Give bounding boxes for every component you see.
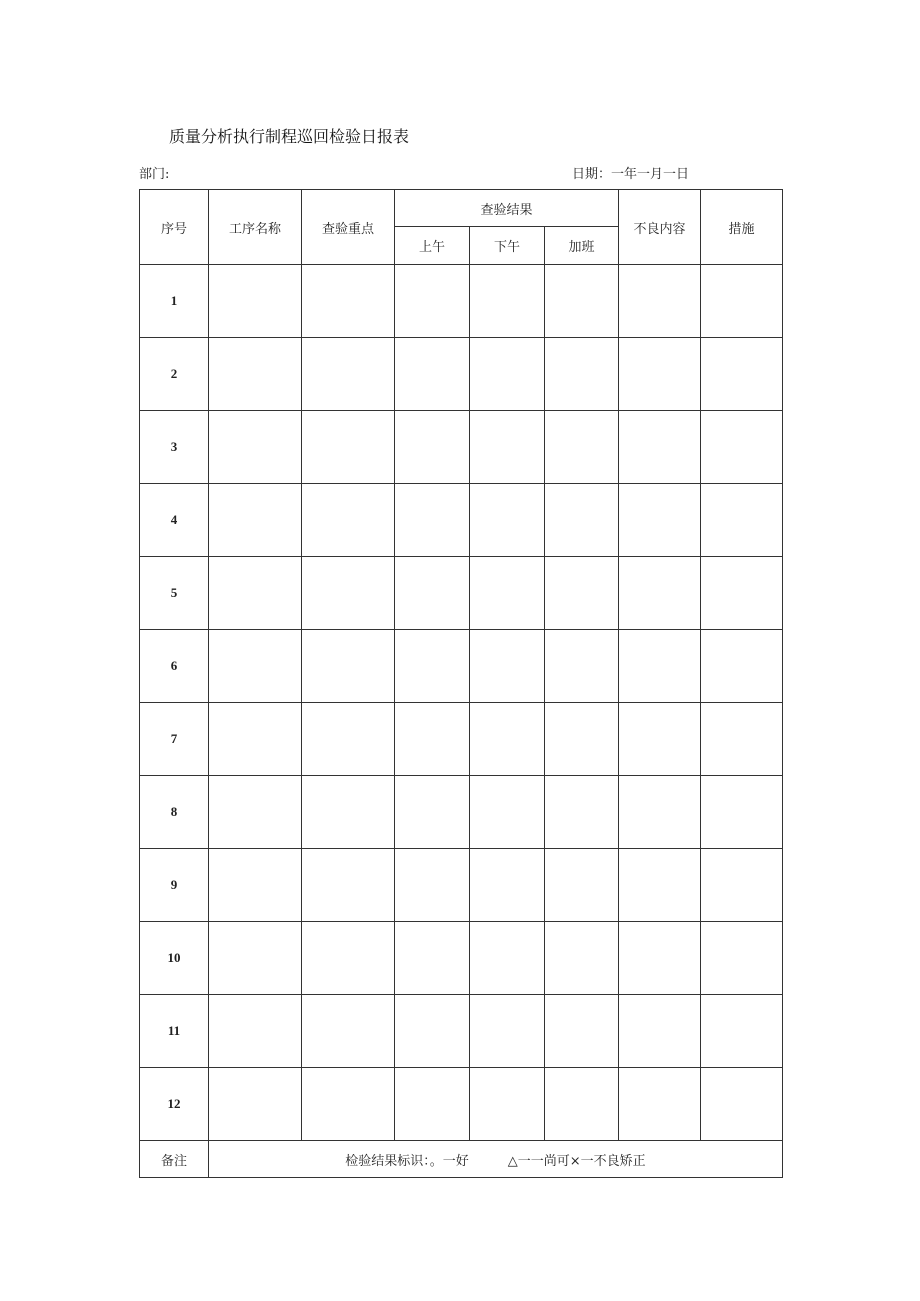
row-number: 10	[140, 922, 209, 995]
morning-result-cell[interactable]	[395, 703, 470, 776]
overtime-result-cell[interactable]	[545, 265, 619, 338]
process-name-cell[interactable]	[209, 411, 302, 484]
inspection-focus-cell[interactable]	[302, 630, 395, 703]
overtime-result-cell[interactable]	[545, 411, 619, 484]
afternoon-result-cell[interactable]	[470, 922, 545, 995]
table-row	[140, 411, 783, 484]
morning-result-cell[interactable]	[395, 776, 470, 849]
notes-label: 备注	[140, 1141, 209, 1178]
process-name-cell[interactable]	[209, 338, 302, 411]
defect-content-cell[interactable]	[619, 995, 701, 1068]
overtime-result-cell[interactable]	[545, 776, 619, 849]
overtime-result-cell[interactable]	[545, 849, 619, 922]
defect-content-cell[interactable]	[619, 265, 701, 338]
inspection-focus-cell[interactable]	[302, 776, 395, 849]
measures-cell[interactable]	[701, 557, 783, 630]
inspection-focus-cell[interactable]	[302, 703, 395, 776]
inspection-focus-cell[interactable]	[302, 411, 395, 484]
row-number: 12	[140, 1068, 209, 1141]
table-row	[140, 484, 783, 557]
process-name-cell[interactable]	[209, 1068, 302, 1141]
table-row	[140, 703, 783, 776]
row-number: 2	[140, 338, 209, 411]
table-row	[140, 265, 783, 338]
measures-cell[interactable]	[701, 703, 783, 776]
row-number: 6	[140, 630, 209, 703]
inspection-table	[139, 189, 783, 1178]
morning-result-cell[interactable]	[395, 338, 470, 411]
measures-cell[interactable]	[701, 1068, 783, 1141]
inspection-focus-cell[interactable]	[302, 557, 395, 630]
table-row	[140, 776, 783, 849]
process-name-cell[interactable]	[209, 265, 302, 338]
department-label: 部门:	[139, 167, 170, 182]
overtime-result-cell[interactable]	[545, 484, 619, 557]
morning-result-cell[interactable]	[395, 265, 470, 338]
overtime-result-cell[interactable]	[545, 995, 619, 1068]
overtime-result-cell[interactable]	[545, 630, 619, 703]
afternoon-result-cell[interactable]	[470, 484, 545, 557]
table-row	[140, 1068, 783, 1141]
overtime-result-cell[interactable]	[545, 703, 619, 776]
row-number: 7	[140, 703, 209, 776]
form-title: 质量分析执行制程巡回检验日报表	[169, 127, 410, 146]
inspection-focus-cell[interactable]	[302, 995, 395, 1068]
table-row	[140, 922, 783, 995]
process-name-cell[interactable]	[209, 484, 302, 557]
afternoon-result-cell[interactable]	[470, 703, 545, 776]
morning-result-cell[interactable]	[395, 411, 470, 484]
measures-cell[interactable]	[701, 338, 783, 411]
table-row	[140, 849, 783, 922]
process-name-cell[interactable]	[209, 630, 302, 703]
morning-result-cell[interactable]	[395, 1068, 470, 1141]
measures-cell[interactable]	[701, 411, 783, 484]
morning-result-cell[interactable]	[395, 849, 470, 922]
row-number: 4	[140, 484, 209, 557]
date-label: 日期：一年一月一日	[572, 167, 690, 182]
afternoon-result-cell[interactable]	[470, 557, 545, 630]
overtime-result-cell[interactable]	[545, 1068, 619, 1141]
defect-content-cell[interactable]	[619, 338, 701, 411]
header-inspection-focus: 查验重点	[302, 190, 395, 265]
defect-content-cell[interactable]	[619, 776, 701, 849]
header-seq: 序号	[140, 190, 209, 265]
defect-content-cell[interactable]	[619, 703, 701, 776]
row-number: 5	[140, 557, 209, 630]
afternoon-result-cell[interactable]	[470, 995, 545, 1068]
measures-cell[interactable]	[701, 630, 783, 703]
morning-result-cell[interactable]	[395, 557, 470, 630]
header-measures: 措施	[701, 190, 783, 265]
overtime-result-cell[interactable]	[545, 338, 619, 411]
afternoon-result-cell[interactable]	[470, 338, 545, 411]
inspection-focus-cell[interactable]	[302, 1068, 395, 1141]
inspection-focus-cell[interactable]	[302, 849, 395, 922]
measures-cell[interactable]	[701, 265, 783, 338]
afternoon-result-cell[interactable]	[470, 776, 545, 849]
morning-result-cell[interactable]	[395, 922, 470, 995]
row-number: 9	[140, 849, 209, 922]
header-defect-content: 不良内容	[619, 190, 701, 265]
defect-content-cell[interactable]	[619, 1068, 701, 1141]
inspection-focus-cell[interactable]	[302, 922, 395, 995]
table-row	[140, 557, 783, 630]
process-name-cell[interactable]	[209, 703, 302, 776]
afternoon-result-cell[interactable]	[470, 411, 545, 484]
defect-content-cell[interactable]	[619, 849, 701, 922]
measures-cell[interactable]	[701, 776, 783, 849]
header-morning: 上午	[395, 227, 470, 265]
afternoon-result-cell[interactable]	[470, 1068, 545, 1141]
table-row	[140, 630, 783, 703]
process-name-cell[interactable]	[209, 776, 302, 849]
table-row	[140, 338, 783, 411]
defect-content-cell[interactable]	[619, 557, 701, 630]
row-number: 11	[140, 995, 209, 1068]
inspection-focus-cell[interactable]	[302, 484, 395, 557]
defect-content-cell[interactable]	[619, 484, 701, 557]
notes-text: 检验结果标识：。一好 △一一尚可×一不良矫正	[209, 1141, 783, 1178]
header-overtime: 加班	[545, 227, 619, 265]
defect-content-cell[interactable]	[619, 922, 701, 995]
measures-cell[interactable]	[701, 995, 783, 1068]
overtime-result-cell[interactable]	[545, 557, 619, 630]
row-number: 8	[140, 776, 209, 849]
overtime-result-cell[interactable]	[545, 922, 619, 995]
header-inspection-result: 查验结果	[395, 190, 619, 227]
row-number: 3	[140, 411, 209, 484]
process-name-cell[interactable]	[209, 922, 302, 995]
afternoon-result-cell[interactable]	[470, 849, 545, 922]
defect-content-cell[interactable]	[619, 630, 701, 703]
measures-cell[interactable]	[701, 849, 783, 922]
process-name-cell[interactable]	[209, 557, 302, 630]
measures-cell[interactable]	[701, 484, 783, 557]
defect-content-cell[interactable]	[619, 411, 701, 484]
header-process-name: 工序名称	[209, 190, 302, 265]
morning-result-cell[interactable]	[395, 484, 470, 557]
afternoon-result-cell[interactable]	[470, 630, 545, 703]
row-number: 1	[140, 265, 209, 338]
measures-cell[interactable]	[701, 922, 783, 995]
process-name-cell[interactable]	[209, 849, 302, 922]
afternoon-result-cell[interactable]	[470, 265, 545, 338]
process-name-cell[interactable]	[209, 995, 302, 1068]
table-row	[140, 995, 783, 1068]
inspection-focus-cell[interactable]	[302, 338, 395, 411]
morning-result-cell[interactable]	[395, 995, 470, 1068]
morning-result-cell[interactable]	[395, 630, 470, 703]
inspection-focus-cell[interactable]	[302, 265, 395, 338]
header-afternoon: 下午	[470, 227, 545, 265]
